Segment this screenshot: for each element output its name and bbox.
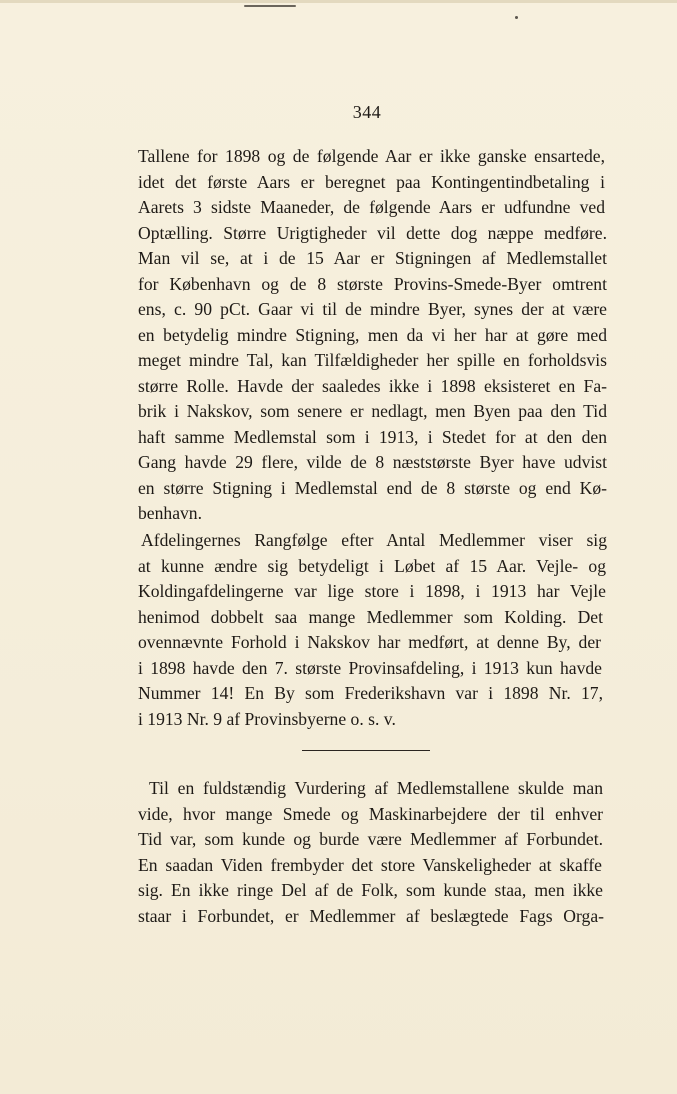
text-line: ens, c. 90 pCt. Gaar vi til de mindre Byer, synes der at være <box>138 299 607 319</box>
text-line: for København og de 8 største Provins-Smede-Byer omtrent <box>138 273 607 294</box>
text-line: meget mindre Tal, kan Tilfældigheder her spille en forholdsvis <box>138 350 607 370</box>
text-line: Tallene for 1898 og de følgende Aar er ikke ganske ensartede, <box>138 146 605 166</box>
text-line: idet det første Aars er beregnet paa Kontingentindbetaling i <box>138 171 605 192</box>
text-line: i 1898 havde den 7. største Provinsafdeling, i 1913 kun havde <box>138 657 602 678</box>
text-line: haft samme Medlemstal som i 1913, i Stedet for at den den <box>138 426 607 447</box>
text-line: Tid var, som kunde og burde være Medlemmer af Forbundet. <box>138 829 603 849</box>
text-line: Aarets 3 sidste Maaneder, de følgende Aars er udfundne ved <box>138 197 605 217</box>
page-top-edge <box>0 0 677 3</box>
text-line: ovennævnte Forhold i Nakskov har medført, at denne By, der <box>138 632 601 652</box>
text-line: en større Stigning i Medlemstal end de 8 største og end Kø- <box>138 477 607 498</box>
text-line: En saadan Viden frembyder det store Vanskeligheder at skaffe <box>138 854 602 875</box>
text-line: en betydelig mindre Stigning, men da vi her har at gøre med <box>138 324 607 345</box>
text-line: Man vil se, at i de 15 Aar er Stigningen af Medlemstallet <box>138 248 607 268</box>
paper-speck <box>515 16 518 19</box>
text-line: større Rolle. Havde der saaledes ikke i 1898 eksisteret en Fa- <box>138 375 607 396</box>
text-line: Gang havde 29 flere, vilde de 8 næststørste Byer have udvist <box>138 452 607 472</box>
text-line: Koldingafdelingerne var lige store i 1898, i 1913 har Vejle <box>138 581 606 601</box>
text-line: brik i Nakskov, som senere er nedlagt, men Byen paa den Tid <box>138 401 607 421</box>
paragraph-3 <box>138 776 607 929</box>
text-line: Nummer 14! En By som Frederikshavn var i 1898 Nr. 17, <box>138 683 603 703</box>
text-line: benhavn. <box>138 503 203 523</box>
paragraph-2 <box>138 528 607 732</box>
paragraph-1 <box>138 144 607 527</box>
text-line: staar i Forbundet, er Medlemmer af beslægtede Fags Orga- <box>138 905 604 926</box>
text-line: Til en fuldstændig Vurdering af Medlemstallene skulde man <box>149 778 603 798</box>
text-line: vide, hvor mange Smede og Maskinarbejdere der til enhver <box>138 803 603 824</box>
top-margin-mark <box>244 5 296 7</box>
text-line: sig. En ikke ringe Del af de Folk, som kunde staa, men ikke <box>138 880 603 900</box>
text-line: Afdelingernes Rangfølge efter Antal Medlemmer viser sig <box>141 530 607 550</box>
section-divider <box>302 750 430 751</box>
text-line: at kunne ændre sig betydeligt i Løbet af 15 Aar. Vejle- og <box>138 555 606 576</box>
text-line: Optælling. Større Urigtigheder vil dette dog næppe medføre. <box>138 222 607 243</box>
text-line: i 1913 Nr. 9 af Provinsbyerne o. s. v. <box>138 708 396 729</box>
page-number: 344 <box>352 102 382 122</box>
text-line: henimod dobbelt saa mange Medlemmer som Kolding. Det <box>138 606 603 627</box>
